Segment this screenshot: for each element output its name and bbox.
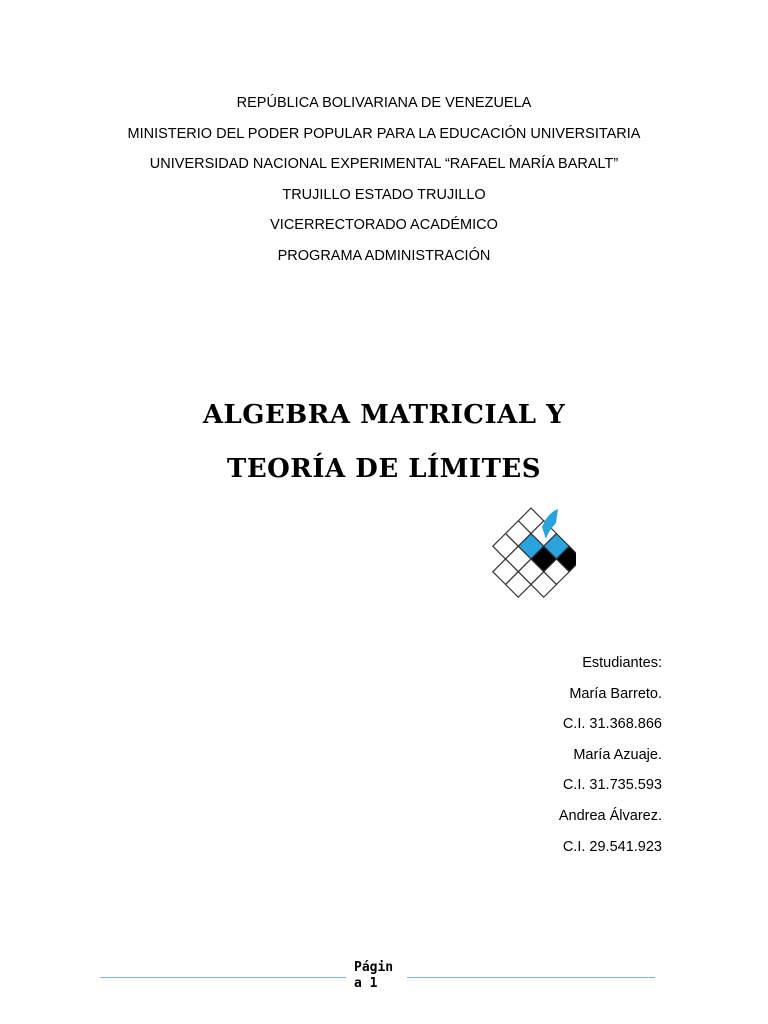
header-line-ministry: MINISTERIO DEL PODER POPULAR PARA LA EDUCACIÓN UNIVERSITARIA [127, 125, 641, 142]
student-name-1: María Barreto. [569, 685, 662, 702]
student-id-1: C.I. 31.368.866 [562, 716, 662, 733]
title-line-1: ALGEBRA MATRICIAL Y [202, 400, 566, 430]
header-line-vice-rectorate: VICERRECTORADO ACADÉMICO [270, 217, 498, 234]
title-line-2: TEORÍA DE LÍMITES [226, 454, 542, 484]
student-name-3: Andrea Álvarez. [558, 807, 662, 824]
student-id-3: C.I. 29.541.923 [562, 838, 662, 855]
header-line-state: TRUJILLO ESTADO TRUJILLO [282, 186, 486, 203]
institution-header [0, 88, 768, 272]
page-label-line-2: a 1 [354, 976, 378, 991]
page-label-line-1: Págin [354, 960, 394, 975]
students-heading: Estudiantes: [582, 655, 662, 671]
page-number-label [354, 960, 404, 992]
header-line-program: PROGRAMA ADMINISTRACIÓN [277, 247, 491, 264]
header-line-university: UNIVERSIDAD NACIONAL EXPERIMENTAL “RAFAEL MARÍA BARALT” [149, 156, 619, 173]
student-id-2: C.I. 31.735.593 [562, 777, 662, 794]
footer-divider-right [407, 977, 655, 978]
students-block [559, 648, 662, 862]
student-name-2: María Azuaje. [573, 746, 662, 763]
header-line-republic: REPÚBLICA BOLIVARIANA DE VENEZUELA [236, 95, 532, 111]
university-logo-icon [486, 505, 576, 613]
footer-divider-left [100, 977, 346, 978]
document-title [0, 388, 768, 496]
